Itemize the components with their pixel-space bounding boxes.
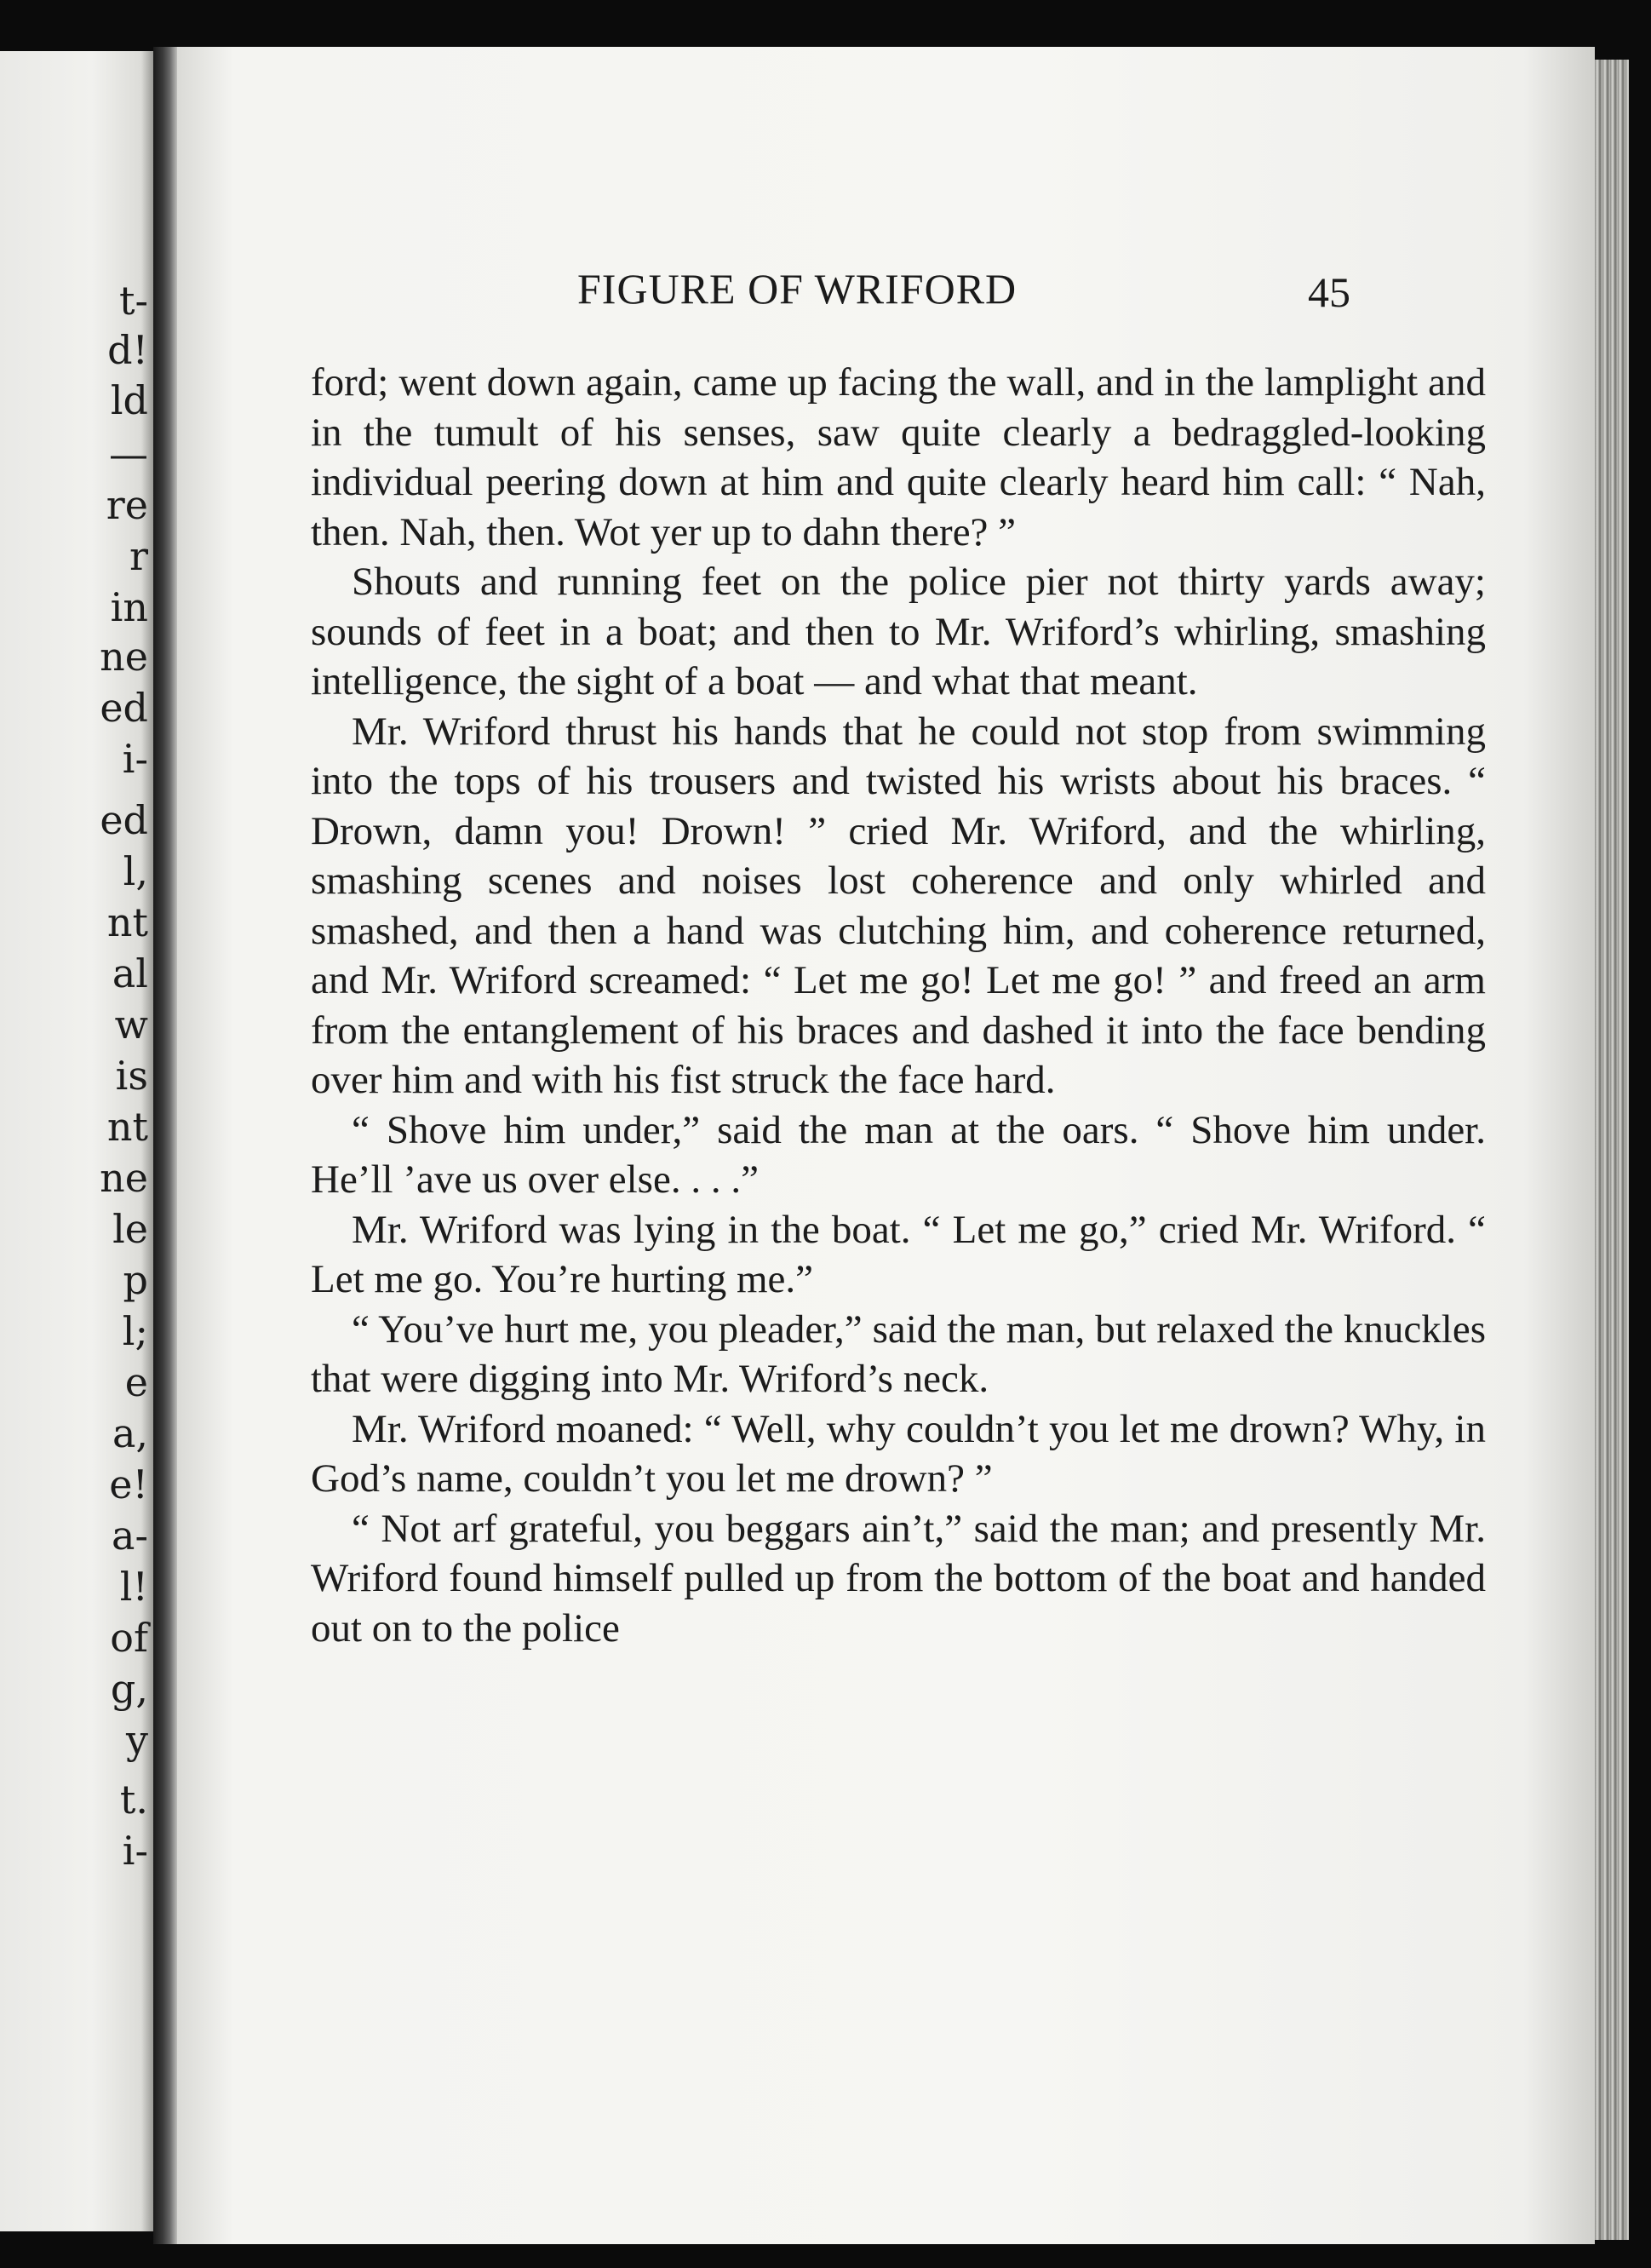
left-page-text-fragment: a- [112, 1513, 148, 1559]
left-page-edge [0, 51, 153, 2231]
paragraph: “ Not arf grateful, you beggars ain’t,” said the man; and presently Mr. Wriford found himself pulled up from the bottom of the boat and handed out on to the police [311, 1506, 1486, 1651]
left-page-text-fragment: d! [107, 327, 148, 373]
left-page-text-fragment: re [106, 482, 148, 528]
paragraph: “ You’ve hurt me, you pleader,” said the man, but relaxed the knuckles that were digging into Mr. Wriford’s neck. [311, 1306, 1486, 1401]
left-page-text-fragment: nt [106, 1104, 148, 1150]
left-page-text-fragment: l, [123, 848, 148, 894]
left-page-text-fragment: ed [100, 685, 148, 731]
paragraph: Mr. Wriford thrust his hands that he could not stop from swimming into the tops of his trousers and twisted his wrists about his braces. “ Drown, damn you! Drown! ” cried Mr. Wriford, and the whirling, smashing scenes and noises lost coherence and only whirled and smashed, and then a hand was clutching him, and coherence returned, and Mr. Wriford screamed: “ Let me go! Let me go! ” and freed an arm from the entanglement of his braces and dashed it into the face bending over him and with his fist struck the face hard. [311, 709, 1486, 1102]
left-page-text-fragment: i- [122, 736, 148, 782]
left-page-text-fragment: y [126, 1717, 148, 1763]
left-page-text-fragment: t. [119, 1777, 148, 1823]
left-page-text-fragment: r [129, 533, 148, 579]
left-page-text-fragment: ld [110, 377, 148, 423]
left-page-text-fragment: l; [122, 1308, 148, 1354]
left-page-text-fragment: — [109, 431, 148, 477]
body-text [311, 358, 1486, 1653]
book-spine-shadow [153, 47, 177, 2244]
left-page-text-fragment: nt [106, 899, 148, 945]
left-page-text-fragment: le [112, 1206, 148, 1252]
left-page-text-fragment: al [112, 950, 148, 996]
page-stack-edge [1595, 60, 1629, 2240]
left-page-text-fragment: is [115, 1053, 148, 1099]
left-page-text-fragment: of [110, 1615, 148, 1661]
running-head: FIGURE OF WRIFORD [577, 265, 1018, 313]
left-page-text-fragment: ed [100, 797, 148, 843]
paragraph: Shouts and running feet on the police pier not thirty yards away; sounds of feet in a boat; and then to Mr. Wriford’s whirling, smashing intelligence, the sight of a boat — and what that meant. [311, 560, 1486, 703]
left-page-text-fragment: w [114, 1002, 148, 1048]
left-page-text-fragment: t- [118, 278, 148, 324]
paragraph: “ Shove him under,” said the man at the oars. “ Shove him under. He’ll ’ave us over else. . . .” [311, 1107, 1486, 1202]
left-page-text-fragment: e! [109, 1461, 148, 1507]
left-page-text-fragment: e [124, 1359, 148, 1405]
page-number: 45 [1308, 268, 1350, 316]
page-header [177, 264, 1595, 324]
left-page-text-fragment: g, [110, 1666, 148, 1712]
paragraph: Mr. Wriford was lying in the boat. “ Let me go,” cried Mr. Wriford. “ Let me go. You’re hurting me.” [311, 1207, 1486, 1301]
left-page-text-fragment: l! [119, 1564, 148, 1610]
paragraph: Mr. Wriford moaned: “ Well, why couldn’t you let me drown? Why, in God’s name, couldn’t you let me drown? ” [311, 1406, 1486, 1501]
left-page-text-fragment: i- [122, 1828, 148, 1874]
left-page-text-fragment: a, [112, 1410, 148, 1456]
left-page-text-fragment: ne [100, 1155, 148, 1201]
book-page [177, 47, 1595, 2244]
left-page-text-fragment: in [110, 584, 148, 630]
left-page-text-fragment: ne [100, 634, 148, 680]
paragraph: ford; went down again, came up facing the wall, and in the lamplight and in the tumult of his senses, saw quite clearly a bedraggled-looking individual peering down at him and quite clearly heard him call: “ Nah, then. Nah, then. Wot yer up to dahn there? ” [311, 360, 1486, 554]
left-page-text-fragment: p [123, 1257, 148, 1303]
